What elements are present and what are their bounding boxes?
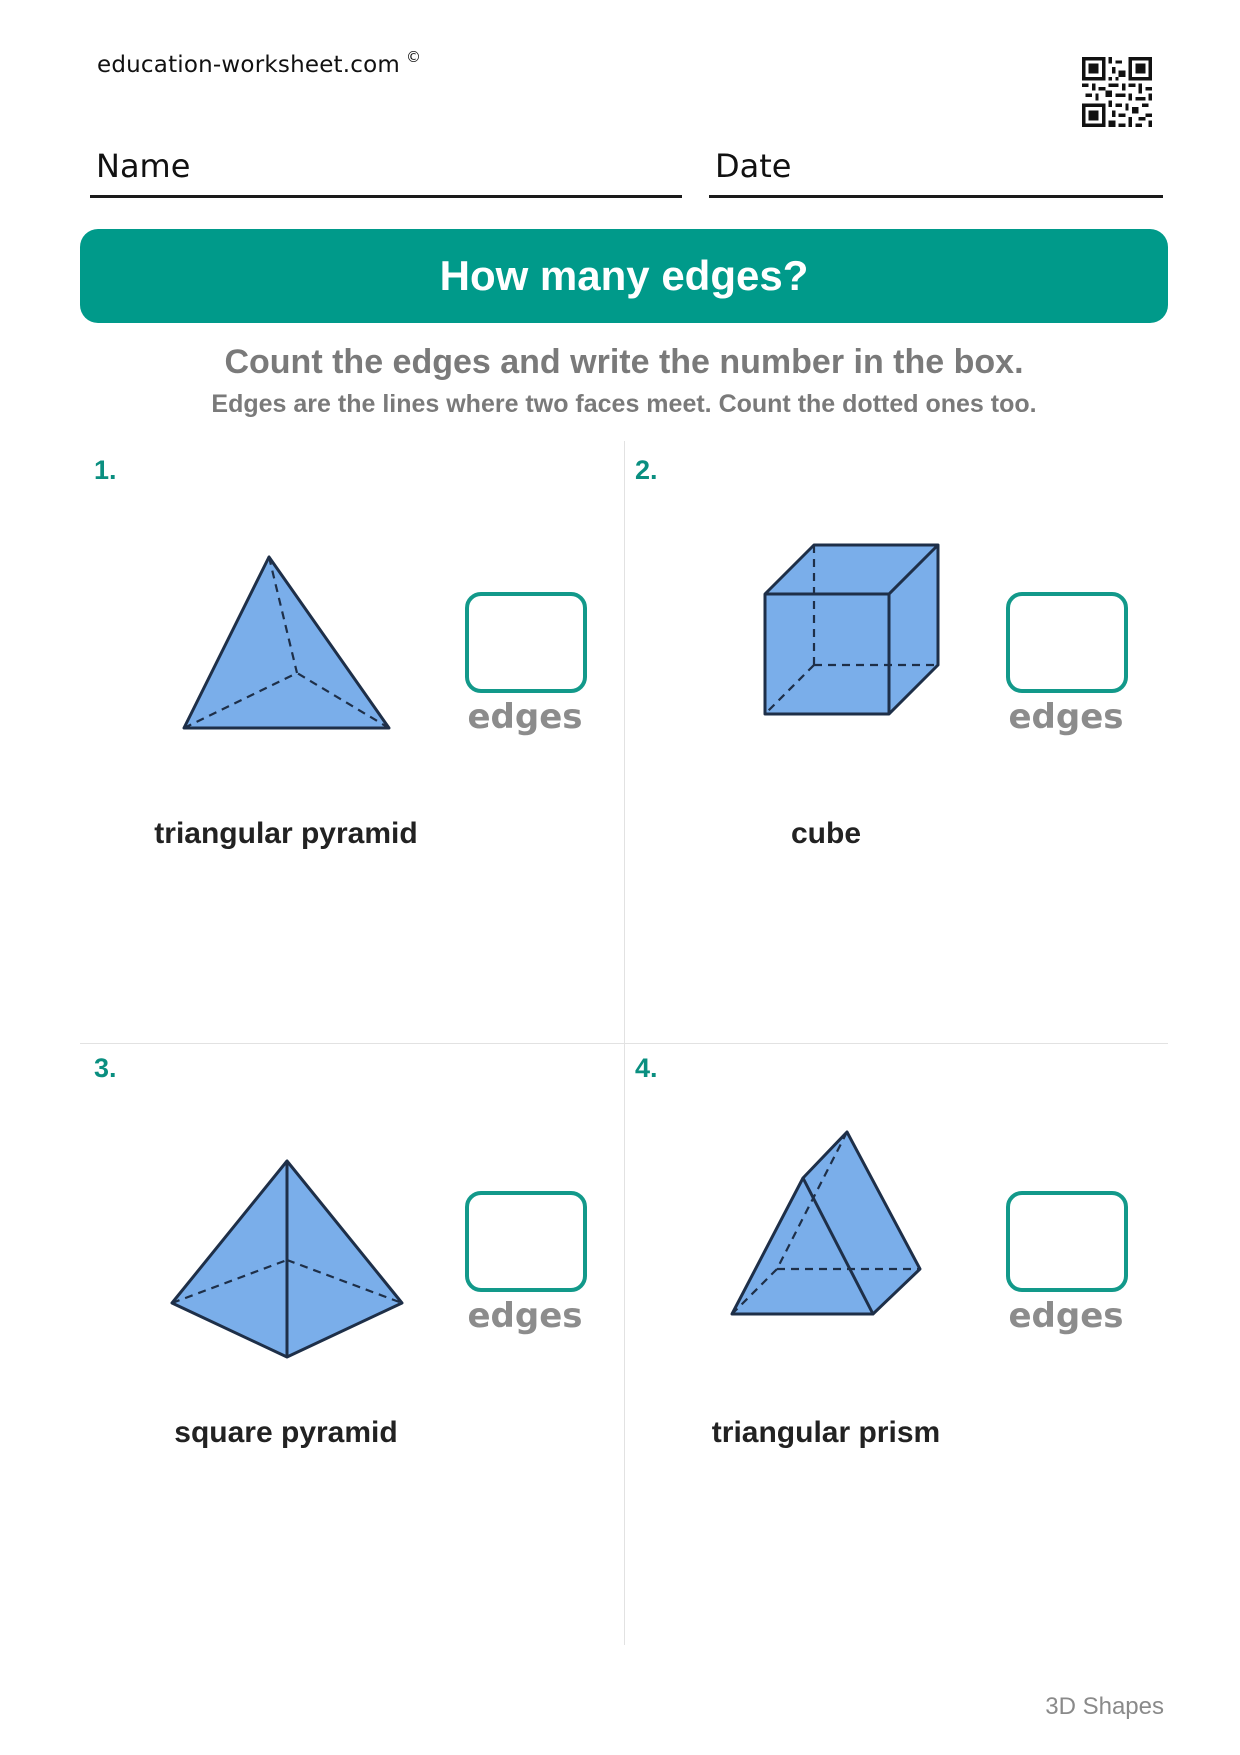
answer-box[interactable] [1006,1191,1128,1292]
problem-number: 2. [635,455,658,485]
name-field[interactable] [90,143,682,198]
edges-label: edges [467,697,583,737]
shape-name: cube [790,817,862,850]
triangular-prism-figure [722,1124,932,1320]
title-banner [80,229,1168,323]
page-title: How many edges? [439,252,809,299]
square-pyramid-figure [162,1150,412,1370]
edges-label: edges [1008,1296,1124,1336]
instruction-main: Count the edges and write the number in the box. [224,343,1024,381]
shape-name: triangular pyramid [154,817,418,850]
copyright-mark: © [406,48,422,66]
answer-box[interactable] [1006,592,1128,693]
instruction-hint: Edges are the lines where two faces meet. Count the dotted ones too. [211,390,1037,418]
answer-box[interactable] [465,1191,587,1292]
edges-label: edges [467,1296,583,1336]
date-field[interactable] [709,143,1163,198]
horizontal-divider [80,1043,1168,1044]
footer-topic: 3D Shapes [1045,1693,1164,1720]
triangular-pyramid-figure [170,545,400,735]
answer-box[interactable] [465,592,587,693]
name-label: Name [96,147,191,185]
shape-name: triangular prism [711,1416,941,1449]
edges-label: edges [1008,697,1124,737]
site-name [97,48,421,78]
site-url: education-worksheet.com [97,52,400,78]
problem-number: 4. [635,1053,658,1083]
qr-code-icon [1082,57,1152,127]
date-label: Date [715,147,792,185]
problem-number: 1. [94,455,117,485]
problem-number: 3. [94,1053,117,1083]
cube-figure [757,537,951,723]
shape-name: square pyramid [174,1416,398,1449]
